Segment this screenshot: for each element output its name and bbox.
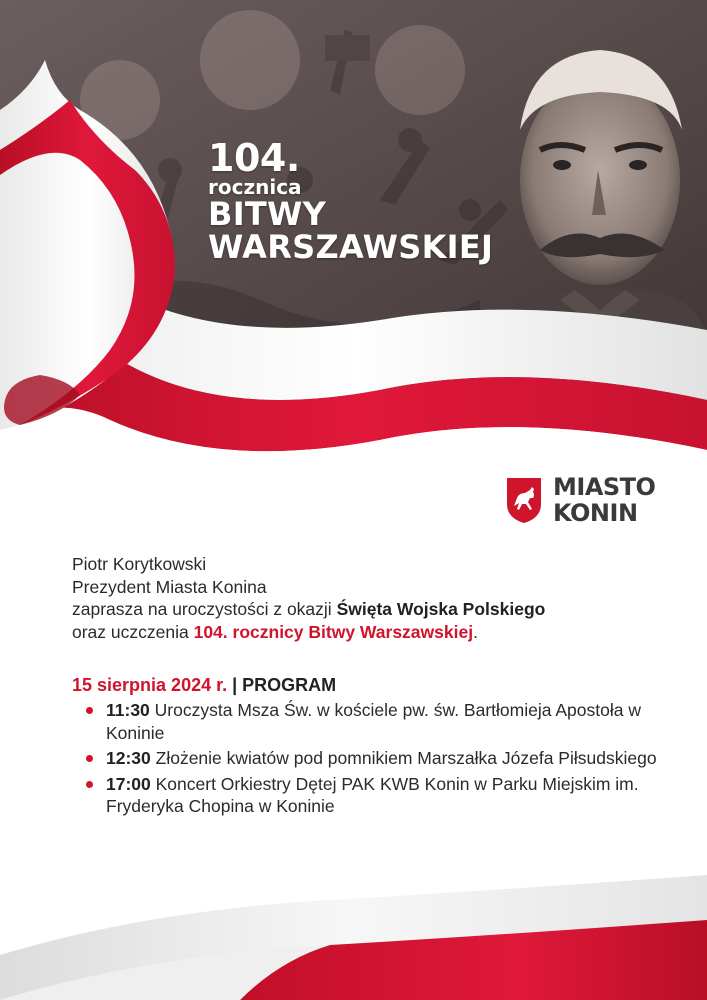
program-item-time: 12:30	[106, 748, 151, 768]
logo-line-konin: KONIN	[553, 499, 638, 527]
logo-line-miasto: MIASTO	[553, 473, 656, 501]
program-heading	[72, 673, 672, 697]
program-item	[72, 773, 672, 818]
program-item-time: 11:30	[106, 700, 150, 720]
hero-banner	[0, 0, 707, 460]
invitation-text	[72, 553, 672, 643]
bullet-icon	[86, 707, 93, 714]
logo-text	[553, 474, 655, 526]
invite-period: .	[473, 621, 478, 642]
title-anniversary-number: 104.	[208, 136, 300, 180]
program-section	[72, 673, 672, 821]
program-item	[72, 747, 672, 770]
program-label: PROGRAM	[242, 675, 337, 695]
title-bitwy: BITWY	[208, 195, 327, 233]
invite-line-anniversary	[72, 621, 672, 644]
footer-ribbon	[0, 850, 707, 1000]
hero-title	[208, 138, 493, 264]
program-item	[72, 699, 672, 744]
city-logo	[505, 474, 655, 526]
invite-line-anniversary-text: oraz uczczenia	[72, 621, 194, 642]
invite-line-occasion	[72, 598, 672, 621]
inviter-role: Prezydent Miasta Konina	[72, 576, 267, 597]
title-warszawskiej: WARSZAWSKIEJ	[208, 228, 494, 266]
horse-shield-icon	[505, 476, 543, 524]
program-item-text: Koncert Orkiestry Dętej PAK KWB Konin w Parku Miejskim im. Fryderyka Chopina w Koninie	[106, 773, 639, 816]
program-separator: |	[227, 675, 243, 695]
bullet-icon	[86, 755, 93, 762]
program-item-text: Uroczysta Msza Św. w kościele pw. św. Bartłomieja Apostoła w Koninie	[106, 700, 641, 743]
invite-holiday-name: Święta Wojska Polskiego	[336, 599, 546, 619]
invite-anniversary-name: 104. rocznicy Bitwy Warszawskiej	[193, 621, 474, 642]
invite-line-occasion-text: zaprasza na uroczystości z okazji	[72, 599, 337, 619]
program-date: 15 sierpnia 2024 r.	[72, 675, 228, 695]
bullet-icon	[86, 781, 93, 788]
title-rocznica: rocznica	[208, 175, 302, 199]
program-item-time: 17:00	[106, 773, 151, 794]
program-list	[72, 699, 672, 818]
inviter-name: Piotr Korytkowski	[72, 554, 207, 574]
program-item-text: Złożenie kwiatów pod pomnikiem Marszałka Józefa Piłsudskiego	[150, 748, 657, 768]
